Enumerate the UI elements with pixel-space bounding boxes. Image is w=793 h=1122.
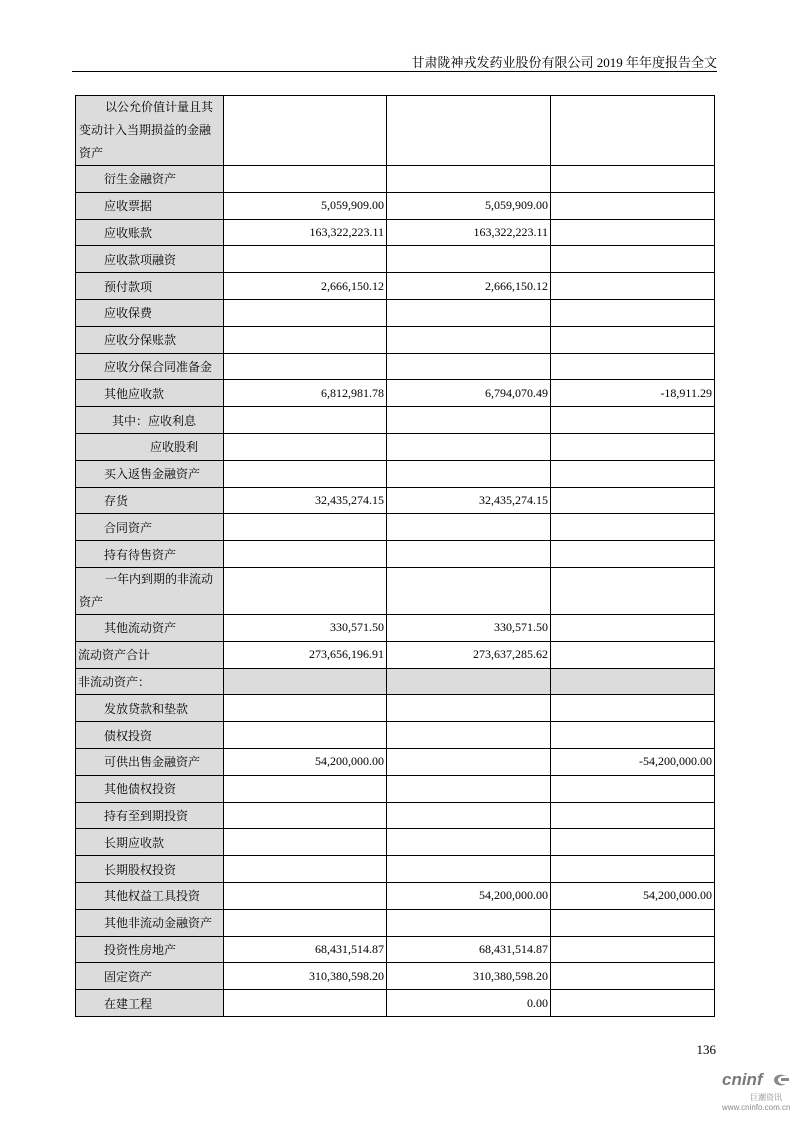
value-cell (551, 166, 715, 193)
table-row (76, 882, 715, 909)
value-cell (551, 641, 715, 668)
table-row (76, 802, 715, 829)
value-cell: 5,059,909.00 (387, 192, 551, 219)
value-cell (551, 433, 715, 460)
value-cell (387, 407, 551, 434)
row-label: 其他非流动金融资产 (76, 909, 224, 936)
table-row (76, 299, 715, 326)
value-cell (224, 433, 387, 460)
value-cell (551, 96, 715, 166)
value-cell (387, 722, 551, 749)
value-cell (551, 936, 715, 963)
value-cell: -18,911.29 (551, 380, 715, 407)
table-row (76, 829, 715, 856)
table-row (76, 219, 715, 246)
table-row (76, 96, 715, 166)
table-row (76, 641, 715, 668)
value-cell (224, 829, 387, 856)
value-cell (551, 775, 715, 802)
table-row (76, 936, 715, 963)
value-cell (551, 514, 715, 541)
row-label: 应收分保账款 (76, 326, 224, 353)
value-cell: 163,322,223.11 (224, 219, 387, 246)
row-label: 其他应收款 (76, 380, 224, 407)
value-cell (224, 326, 387, 353)
table-row (76, 326, 715, 353)
value-cell (551, 299, 715, 326)
value-cell (224, 990, 387, 1017)
value-cell (387, 299, 551, 326)
value-cell (387, 433, 551, 460)
value-cell: 54,200,000.00 (387, 882, 551, 909)
value-cell: 6,794,070.49 (387, 380, 551, 407)
value-cell (224, 407, 387, 434)
value-cell: 0.00 (387, 990, 551, 1017)
table-row (76, 748, 715, 775)
table-row (76, 487, 715, 514)
value-cell: 273,637,285.62 (387, 641, 551, 668)
value-cell: 32,435,274.15 (387, 487, 551, 514)
value-cell (551, 460, 715, 487)
value-cell (224, 246, 387, 273)
value-cell (387, 856, 551, 883)
table-row (76, 514, 715, 541)
value-cell (224, 299, 387, 326)
value-cell (387, 166, 551, 193)
value-cell (224, 775, 387, 802)
row-label: 买入返售金融资产 (76, 460, 224, 487)
value-cell (224, 567, 387, 614)
value-cell (551, 856, 715, 883)
value-cell (224, 668, 387, 695)
value-cell (551, 273, 715, 300)
value-cell (387, 514, 551, 541)
value-cell (224, 460, 387, 487)
value-cell (387, 802, 551, 829)
table-row (76, 541, 715, 568)
logo-brand-cn: 巨潮资讯 (750, 1093, 782, 1102)
logo-swirl-icon (772, 1072, 790, 1088)
row-label: 流动资产合计 (76, 641, 224, 668)
row-label: 在建工程 (76, 990, 224, 1017)
row-label: 债权投资 (76, 722, 224, 749)
value-cell (551, 909, 715, 936)
logo-url: www.cninfo.com.cn (722, 1103, 791, 1112)
row-label: 其他流动资产 (76, 614, 224, 641)
value-cell (551, 802, 715, 829)
value-cell (387, 246, 551, 273)
row-label: 应收股利 (76, 433, 224, 460)
value-cell: 330,571.50 (224, 614, 387, 641)
value-cell (387, 748, 551, 775)
value-cell: 2,666,150.12 (224, 273, 387, 300)
table-row (76, 567, 715, 614)
value-cell (551, 353, 715, 380)
table-row (76, 668, 715, 695)
value-cell (551, 567, 715, 614)
value-cell (387, 326, 551, 353)
row-label: 以公允价值计量且其变动计入当期损益的金融资产 (76, 96, 224, 166)
row-label: 投资性房地产 (76, 936, 224, 963)
table-row (76, 246, 715, 273)
value-cell (224, 856, 387, 883)
table-row (76, 775, 715, 802)
value-cell: 68,431,514.87 (387, 936, 551, 963)
value-cell (387, 668, 551, 695)
table-row (76, 695, 715, 722)
value-cell (387, 96, 551, 166)
value-cell (551, 695, 715, 722)
row-label: 可供出售金融资产 (76, 748, 224, 775)
value-cell (387, 460, 551, 487)
row-label: 非流动资产： (76, 668, 224, 695)
value-cell: 330,571.50 (387, 614, 551, 641)
row-label: 其他权益工具投资 (76, 882, 224, 909)
table-row (76, 407, 715, 434)
value-cell (551, 246, 715, 273)
value-cell (387, 695, 551, 722)
value-cell: 2,666,150.12 (387, 273, 551, 300)
row-label: 持有待售资产 (76, 541, 224, 568)
logo-brand: cninf (722, 1070, 763, 1089)
row-label: 固定资产 (76, 963, 224, 990)
row-label: 持有至到期投资 (76, 802, 224, 829)
value-cell (224, 695, 387, 722)
value-cell: 32,435,274.15 (224, 487, 387, 514)
value-cell (224, 722, 387, 749)
value-cell (387, 909, 551, 936)
value-cell (551, 668, 715, 695)
row-label: 存货 (76, 487, 224, 514)
value-cell (551, 963, 715, 990)
row-label: 应收款项融资 (76, 246, 224, 273)
value-cell (551, 722, 715, 749)
value-cell (224, 166, 387, 193)
row-label: 其他债权投资 (76, 775, 224, 802)
table-row (76, 722, 715, 749)
value-cell (387, 567, 551, 614)
table-row (76, 856, 715, 883)
table-row (76, 433, 715, 460)
value-cell (387, 353, 551, 380)
value-cell: 273,656,196.91 (224, 641, 387, 668)
table-row (76, 353, 715, 380)
table-row (76, 380, 715, 407)
row-label: 衍生金融资产 (76, 166, 224, 193)
row-label: 合同资产 (76, 514, 224, 541)
row-label: 应收票据 (76, 192, 224, 219)
value-cell (224, 541, 387, 568)
row-label: 长期股权投资 (76, 856, 224, 883)
value-cell: 163,322,223.11 (387, 219, 551, 246)
table-row (76, 192, 715, 219)
value-cell: 310,380,598.20 (224, 963, 387, 990)
value-cell (224, 882, 387, 909)
table-row (76, 963, 715, 990)
value-cell (387, 541, 551, 568)
value-cell (551, 192, 715, 219)
table-row (76, 614, 715, 641)
value-cell (551, 990, 715, 1017)
value-cell: 310,380,598.20 (387, 963, 551, 990)
value-cell (224, 802, 387, 829)
value-cell (551, 326, 715, 353)
table-row (76, 273, 715, 300)
table-row (76, 166, 715, 193)
table-row (76, 909, 715, 936)
value-cell (551, 541, 715, 568)
balance-sheet-table (75, 95, 715, 1017)
value-cell (551, 219, 715, 246)
value-cell (551, 829, 715, 856)
value-cell (551, 614, 715, 641)
value-cell: 5,059,909.00 (224, 192, 387, 219)
value-cell: 54,200,000.00 (551, 882, 715, 909)
value-cell (224, 96, 387, 166)
value-cell: -54,200,000.00 (551, 748, 715, 775)
row-label: 长期应收款 (76, 829, 224, 856)
value-cell (224, 353, 387, 380)
row-label: 应收保费 (76, 299, 224, 326)
value-cell (387, 829, 551, 856)
value-cell: 6,812,981.78 (224, 380, 387, 407)
value-cell (224, 514, 387, 541)
value-cell (387, 775, 551, 802)
cninfo-watermark-logo (722, 1070, 792, 1116)
row-label: 预付款项 (76, 273, 224, 300)
header-rule (72, 71, 717, 72)
value-cell (224, 909, 387, 936)
row-label: 其中：应收利息 (76, 407, 224, 434)
value-cell (551, 407, 715, 434)
value-cell (551, 487, 715, 514)
row-label: 发放贷款和垫款 (76, 695, 224, 722)
value-cell: 54,200,000.00 (224, 748, 387, 775)
value-cell: 68,431,514.87 (224, 936, 387, 963)
table-row (76, 990, 715, 1017)
row-label: 应收账款 (76, 219, 224, 246)
row-label: 应收分保合同准备金 (76, 353, 224, 380)
row-label: 一年内到期的非流动资产 (76, 567, 224, 614)
page-number: 136 (696, 1042, 716, 1057)
table-row (76, 460, 715, 487)
report-title: 甘肃陇神戎发药业股份有限公司 2019 年年度报告全文 (411, 55, 717, 70)
